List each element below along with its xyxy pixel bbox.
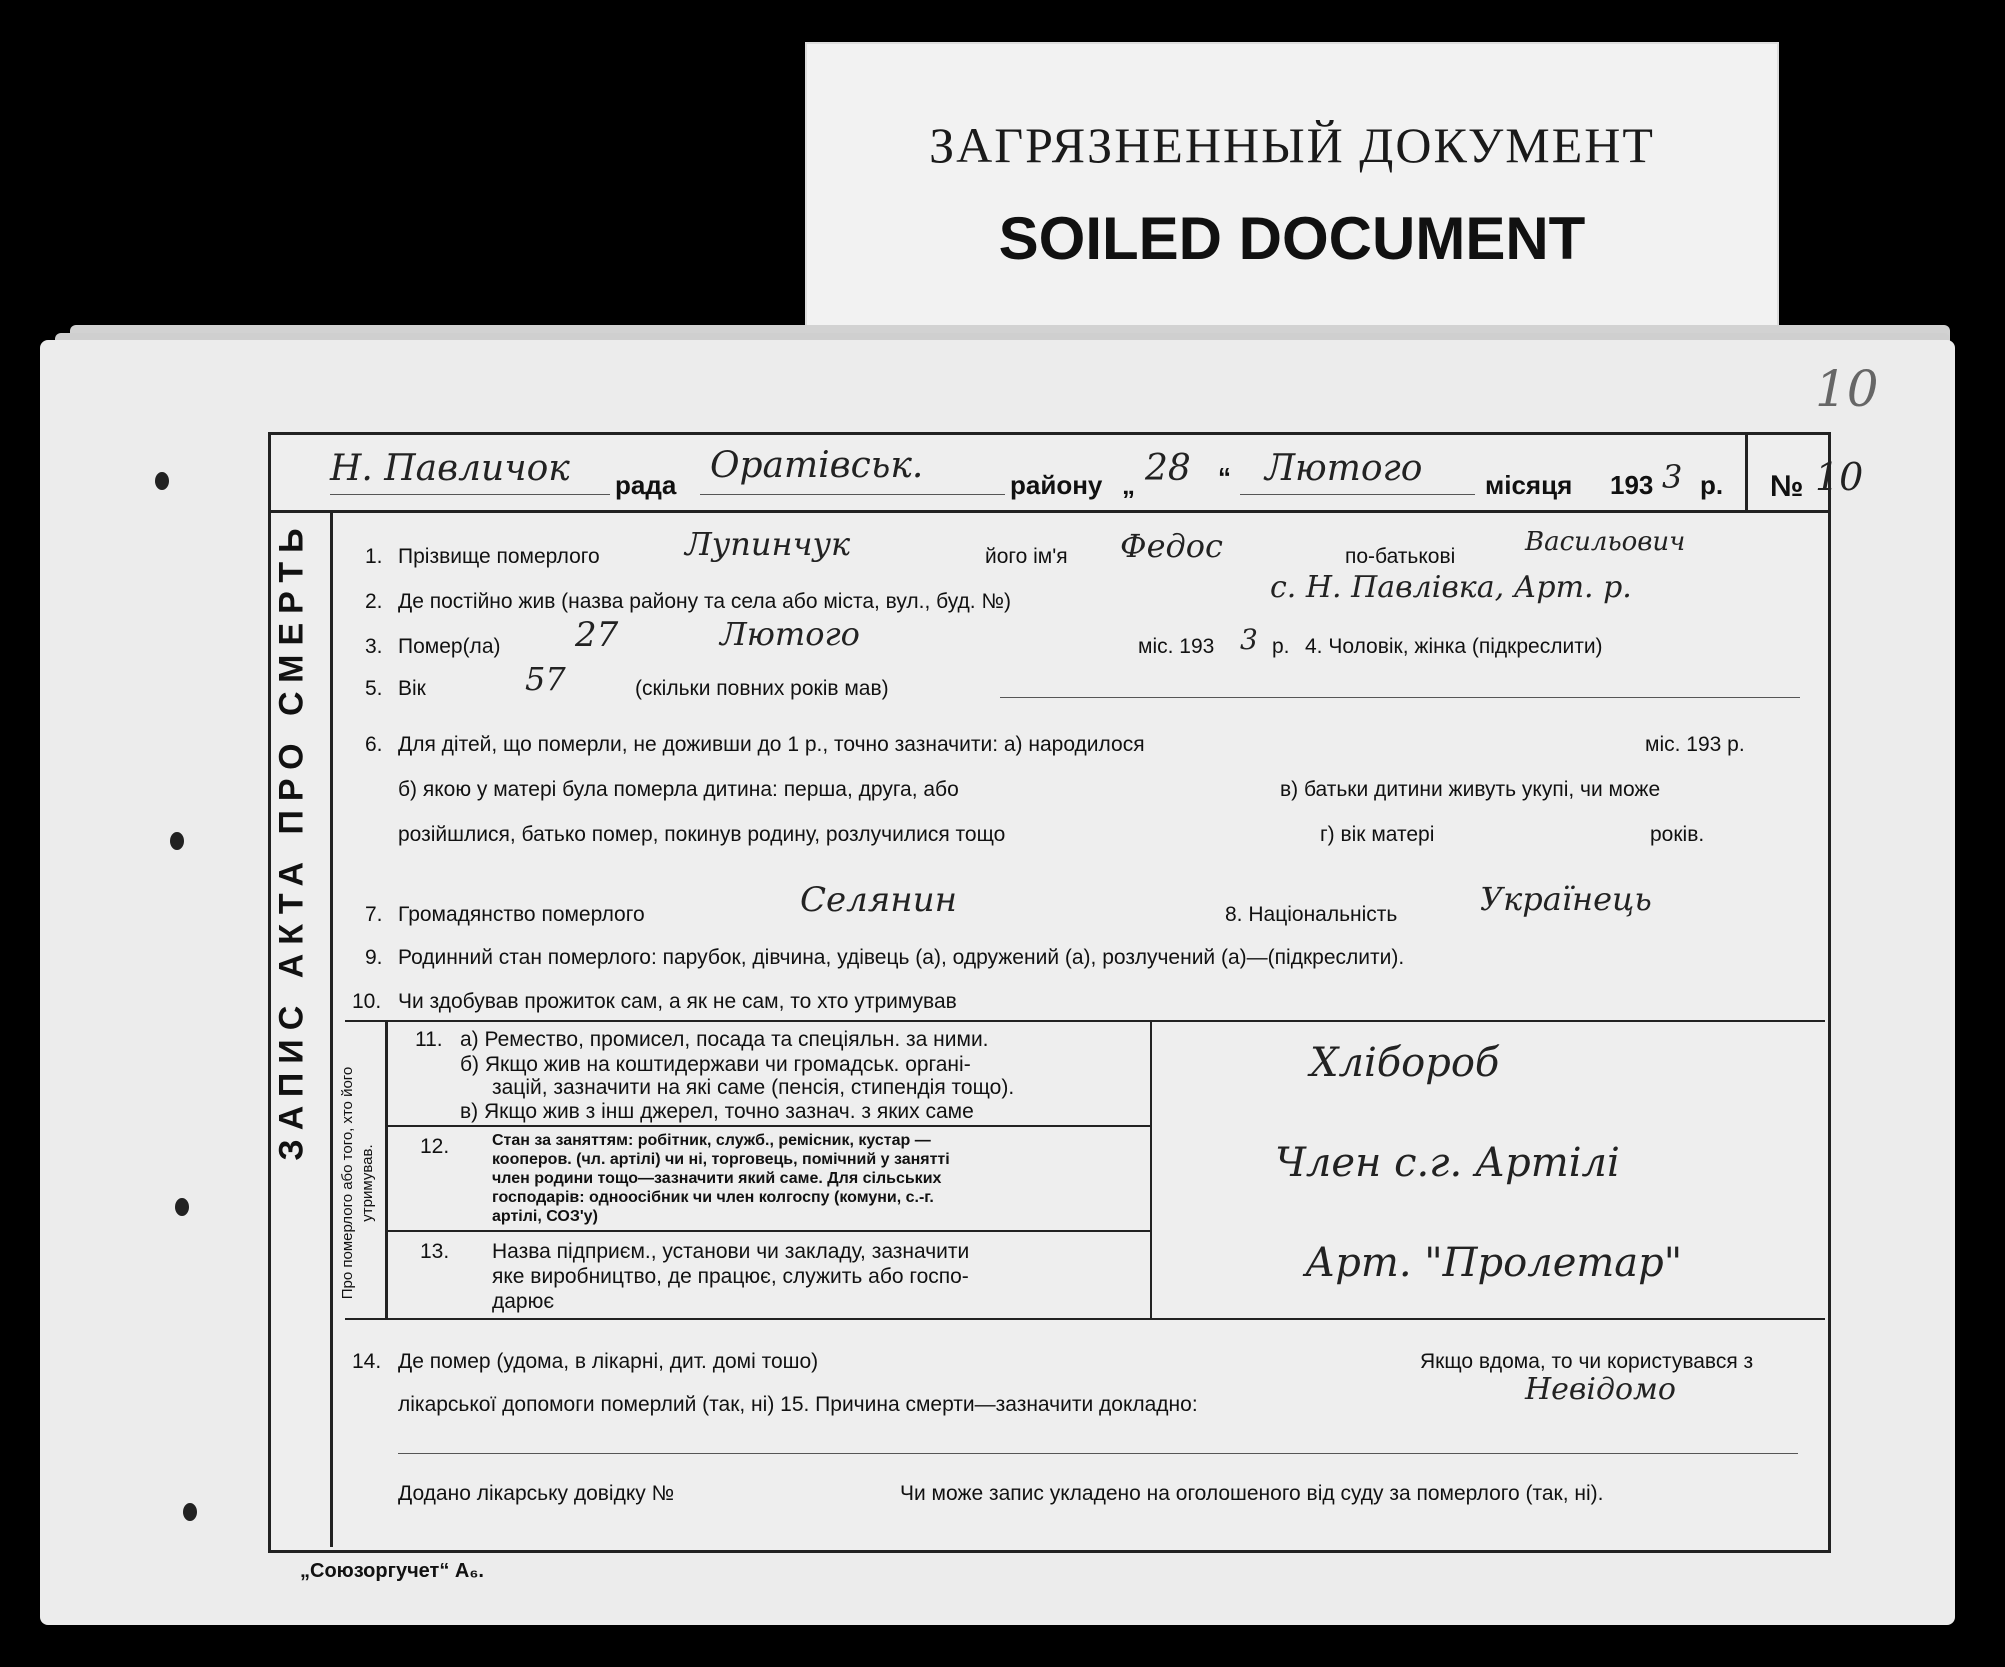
field5-value: 57 <box>525 660 566 698</box>
field1-patronymic-label: по-батькові <box>1345 545 1456 568</box>
field12-line3: член родини тощо—зазначити який саме. Для сільських <box>492 1170 942 1187</box>
side-title-text: ЗАПИС АКТА ПРО СМЕРТЬ <box>272 519 311 1161</box>
sub-side-divider <box>385 1020 388 1320</box>
field8-label: 8. Національність <box>1225 903 1398 926</box>
field5-label: Вік <box>398 677 426 700</box>
field3-r: р. <box>1272 635 1290 658</box>
field3-month: Лютого <box>720 615 860 653</box>
field2-value: с. Н. Павлівка, Арт. р. <box>1270 570 1632 605</box>
field11-b2: зацій, зазначити на які саме (пенсія, стипендія тощо). <box>492 1076 1015 1099</box>
punch-hole <box>175 1198 189 1216</box>
field14-line2a: лікарської допомоги померлий (так, ні) 15. Причина смерти—зазначити докладно: <box>398 1393 1198 1416</box>
month-label: місяця <box>1485 470 1573 500</box>
punch-hole <box>155 472 169 490</box>
month-underline <box>1240 494 1475 495</box>
district-label: району <box>1010 470 1103 500</box>
field7-label: Громадянство померлого <box>398 903 645 926</box>
subtable-top <box>345 1020 1825 1022</box>
field1-surname: Лупинчук <box>685 525 851 563</box>
number-label: № <box>1770 470 1804 503</box>
quote-open: „ <box>1122 470 1135 500</box>
field11-value: Хлібороб <box>1310 1040 1500 1086</box>
field11-c: в) Якщо жив з інш джерел, точно зазнач. з яких саме <box>460 1100 974 1123</box>
field2-label: Де постійно жив (назва району та села або міста, вул., буд. №) <box>398 590 1011 613</box>
year-digit: 3 <box>1662 458 1683 496</box>
field12-line5: артілі, СОЗ'у) <box>492 1208 598 1225</box>
field3-number: 3. <box>365 635 383 658</box>
field12-number: 12. <box>420 1135 450 1158</box>
field10-number: 10. <box>352 990 382 1013</box>
field3-mis: міс. 193 <box>1138 635 1215 658</box>
soiled-document-label <box>805 42 1779 346</box>
field13-line1: Назва підприєм., установи чи закладу, зазначити <box>492 1240 970 1263</box>
field1-patronymic: Васильович <box>1525 527 1686 557</box>
quote-close: “ <box>1218 462 1231 492</box>
number-value: 10 <box>1815 455 1864 499</box>
field5-number: 5. <box>365 677 383 700</box>
field15-value: Невідомо <box>1525 1372 1676 1407</box>
field7-value: Селянин <box>800 880 957 920</box>
year-prefix: 193 <box>1610 470 1654 500</box>
row-divider <box>1000 697 1800 698</box>
subtable-col-divider <box>1150 1020 1152 1320</box>
printer-mark: „Союзоргучет“ А₆. <box>300 1560 484 1582</box>
field13-line2: яке виробництво, де працює, служить або госпо- <box>492 1265 969 1288</box>
header-divider <box>268 510 1828 513</box>
field1-label: Прізвище померлого <box>398 545 600 568</box>
side-divider <box>330 512 333 1547</box>
field14-line1a: Де помер (удома, в лікарні, дит. домі тошо) <box>398 1350 819 1373</box>
rada-underline <box>330 494 610 495</box>
field3-year-digit: 3 <box>1240 623 1258 656</box>
subtable-row-divider <box>385 1125 1150 1127</box>
field6-line3a: розійшлися, батько помер, покинув родину, розлучилися тощо <box>398 823 1006 846</box>
field11-b1: б) Якщо жив на коштидержави чи громадськ. органі- <box>460 1053 971 1076</box>
rada-value: Н. Павличок <box>330 448 570 489</box>
field6-line2b: в) батьки дитини живуть укупі, чи може <box>1280 778 1661 801</box>
district-value: Оратівськ. <box>710 445 924 486</box>
side-subtitle <box>339 1066 376 1300</box>
header-day: 28 <box>1145 448 1191 489</box>
field12-line1: Стан за заняттям: робітник, служб., ремісник, кустар — <box>492 1132 931 1149</box>
field7-number: 7. <box>365 903 383 926</box>
field6-line2a: б) якою у матері була померла дитина: перша, друга, або <box>398 778 959 801</box>
field6-line3c: років. <box>1650 823 1705 846</box>
number-box-divider <box>1745 432 1748 512</box>
side-title <box>272 519 311 1161</box>
field6-line1-end: міс. 193 р. <box>1645 733 1745 756</box>
field2-number: 2. <box>365 590 383 613</box>
field1-name-label: його ім'я <box>985 545 1068 568</box>
field12-line4: господарів: одноосібник чи член колгоспу (комуни, с.-г. <box>492 1189 934 1206</box>
field8-value: Українець <box>1480 880 1652 918</box>
field3-label: Помер(ла) <box>398 635 501 658</box>
page-number: 10 <box>1815 360 1879 418</box>
rada-label: рада <box>615 470 677 500</box>
subtable-row-divider <box>385 1230 1150 1232</box>
punch-hole <box>170 832 184 850</box>
field13-number: 13. <box>420 1240 450 1263</box>
district-underline <box>700 494 1005 495</box>
field6-number: 6. <box>365 733 383 756</box>
field10-label: Чи здобував прожиток сам, а як не сам, то хто утримував <box>398 990 957 1013</box>
field6-line1: Для дітей, що померли, не доживши до 1 р., точно зазначити: а) народилося <box>398 733 1145 756</box>
subtable-bottom <box>345 1318 1825 1320</box>
field9-number: 9. <box>365 946 383 969</box>
field5-hint: (скільки повних років мав) <box>635 677 889 700</box>
field16-a: Додано лікарську довідку № <box>398 1482 675 1505</box>
field4-label: 4. Чоловік, жінка (підкреслити) <box>1305 635 1603 658</box>
field12-line2: кооперов. (чл. артілі) чи ні, торговець, помічний у занятті <box>492 1151 950 1168</box>
field16-b: Чи може запис укладено на оголошеного від суду за померлого (так, ні). <box>900 1482 1604 1505</box>
side-subtitle-text: Про померлого або того, хто його утримував. <box>339 1066 376 1300</box>
row-divider <box>398 1453 1798 1454</box>
field9-label: Родинний стан померлого: парубок, дівчина, удівець (а), одружений (а), розлучений (а)—(підкреслити). <box>398 946 1405 969</box>
label-russian: ЗАГРЯЗНЕННЫЙ ДОКУМЕНТ <box>929 117 1655 173</box>
field13-line3: дарює <box>492 1290 555 1313</box>
field11-number: 11. <box>415 1028 443 1051</box>
field1-name: Федос <box>1120 527 1223 565</box>
field1-number: 1. <box>365 545 383 568</box>
field13-value: Арт. "Пролетар" <box>1305 1240 1683 1286</box>
field6-line3b: г) вік матері <box>1320 823 1435 846</box>
field3-day: 27 <box>575 615 619 655</box>
label-english: SOILED DOCUMENT <box>998 205 1586 272</box>
punch-hole <box>183 1503 197 1521</box>
field12-value: Член с.г. Артілі <box>1275 1140 1620 1186</box>
field11-a: а) Ремество, промисел, посада та спеціяльн. за ними. <box>460 1028 989 1051</box>
header-month: Лютого <box>1265 448 1423 489</box>
year-suffix: р. <box>1700 470 1724 500</box>
field14-number: 14. <box>352 1350 382 1373</box>
field14-line1b: Якщо вдома, то чи користувався з <box>1420 1350 1754 1373</box>
